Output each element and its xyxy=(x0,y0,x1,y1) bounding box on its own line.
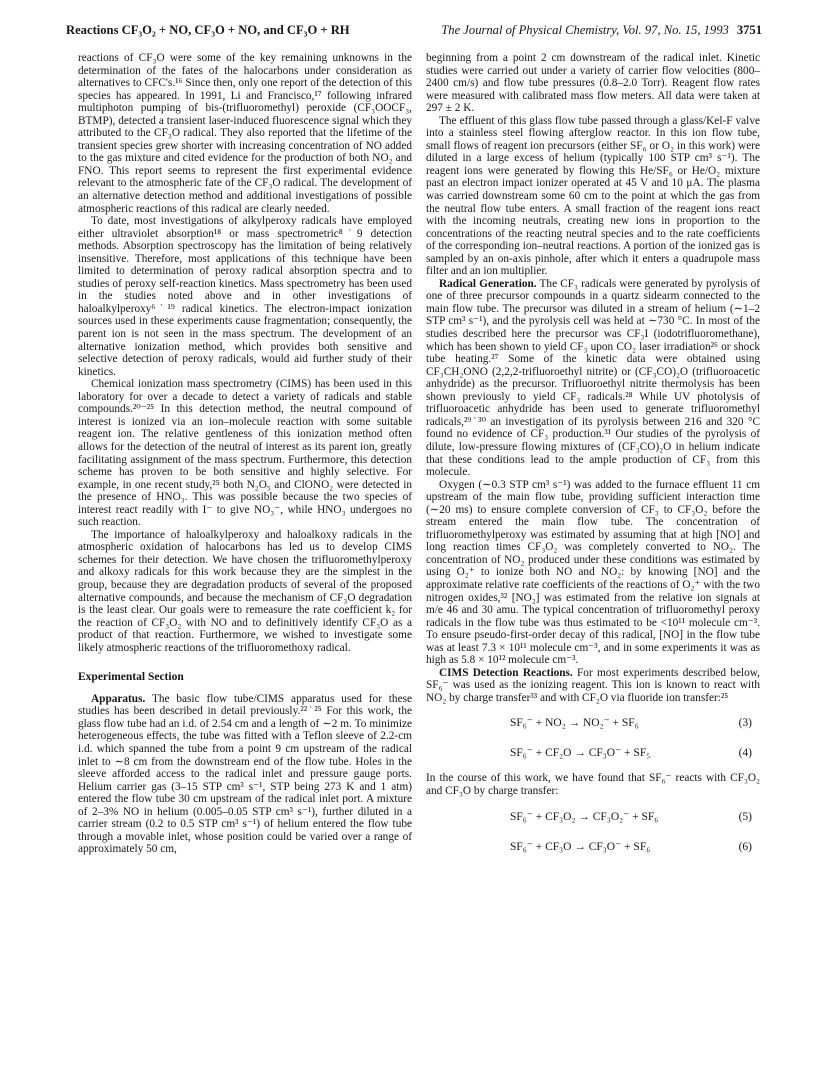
page-number: 3751 xyxy=(736,23,762,37)
equation-expression: SF₆⁻ + CF₃O₂ → CF₃O₂⁻ + SF₆ xyxy=(510,810,659,823)
run-in-heading: CIMS Detection Reactions. xyxy=(439,666,573,679)
page-header xyxy=(66,20,762,40)
paragraph: reactions of CF₃O were some of the key remaining unknowns in the determination of the fates of the halocarbons under consideration as alternatives to CFC's.¹⁶ Since then, only one report of the detection of this species has appeared. In 1991, Li and Francisco,¹⁷ following infrared multiphoton pumping of bis-(trifluoromethyl) peroxide (CF₃OOCF₃, BTMP), detected a transient laser-induced fluorescence signal which they attributed to the CF₃O radical. They also reported that the lifetime of the transient species grew shorter with increasing concentration of NO added to the gas mixture and cited evidence for the production of both NO₂ and FNO. This report seems to represent the first experimental evidence relevant to the atmospheric fate of the CF₃O radical. The development of an alternative detection method and additional investigations of possible atmospheric reactions of this radical are clearly needed. xyxy=(78,52,412,215)
paragraph: The effluent of this glass flow tube passed through a glass/Kel-F valve into a stainless steel flowing afterglow reactor. In this ion flow tube, small flows of reagent ion precursors (either SF₆ or O₂ in this work) were diluted in a large excess of helium (typically 100 STP cm³ s⁻¹). The reagent ions were generated by flowing this He/SF₆ or He/O₂ mixture past an electron impact ionizer operated at 45 V and 10 μA. The plasma was carried downstream some 60 cm to the point at which the gas from the neutral flow tube enters. A small fraction of the reagent ions react with the incoming neutrals, creating new ions in proportion to the concentrations of the reacting neutral species and to the rate coefficients of the corresponding ion–neutral reactions. A portion of the ionized gas is sampled by an on-axis pinhole, after which it enters a quadrupole mass filter and an ion multiplier. xyxy=(426,114,760,278)
paragraph: Oxygen (∼0.3 STP cm³ s⁻¹) was added to the furnace effluent 11 cm upstream of the main flow tube, providing sufficient interaction time (∼20 ms) to ensure complete conversion of CF₃ to CF₃O₂ before the stream entered the main flow tube. The concentration of trifluoromethylperoxy was estimated by assuming that at high [NO] and long reaction times CF₃O₂ was completely converted to NO₂. The concentration of NO₂ produced under these conditions was estimated by using O₂⁺ to ionize both NO and NO₂: by knowing [NO] and the approximate relative rate coefficients of the reactions of O₂⁺ with the two nitrogen oxides,³² [NO₂] was estimated from the relative ion signals at m/e 46 and 30 amu. The typical concentration of trifluoromethyl peroxy radicals in the flow tube was thus estimated to be <10¹¹ molecule cm⁻³. To ensure pseudo-first-order decay of this radical, [NO] in the flow tube was at least 7.3 × 10¹¹ molecule cm⁻³, and in some experiments it was as high as 5.8 × 10¹² molecule cm⁻³. xyxy=(426,478,760,667)
equation-number: (6) xyxy=(738,840,752,853)
equation-expression: SF₆⁻ + NO₂ → NO₂⁻ + SF₆ xyxy=(510,717,639,730)
paragraph-text: The CF₃ radicals were generated by pyrolysis of one of three precursor compounds in a quartz sidearm connected to the main flow tube. The precursor was diluted in a stream of helium (∼1–2 STP cm³ s⁻¹), and the pyrolysis cell was held at ∼730 °C. In most of the studies described here the precursor was CF₃I (iodotrifluoromethane), which has been shown to yield CF₃ upon CO₂ laser irradiation²⁶ or shock tube heating.²⁷ Some of the kinetic data were obtained using CF₃CH₂ONO (2,2,2-trifluoroethyl nitrite) or (CF₃CO)₂O (trifluoroacetic anhydride) as the precursor. Trifluoroethyl nitrite thermolysis has been shown previously to yield CF₃ radicals.²⁸ While UV photolysis of trifluoroacetic anhydride has been used to generate trifluoromethyl radicals,²⁹˙³⁰ an investigation of its pyrolysis between 216 and 320 °C found no evidence of CF₃ production.³¹ Our studies of the pyrolysis of dilute, low-pressure flowing mixtures of (CF₃CO)₂O in helium indicate that these conditions lead to the ample production of CF₃ from this molecule. xyxy=(426,277,760,479)
paragraph: Chemical ionization mass spectrometry (CIMS) has been used in this laboratory for over a decade to detect a variety of radicals and stable compounds.²⁰⁻²⁵ In this detection method, the neutral compound of interest is ionized via an ion–molecule reaction with some suitable reagent ion. The relative gentleness of this ionization method often allows for the detection of the neutral of interest as its parent ion, greatly facilitating assignment of the mass spectrum. Furthermore, this detection scheme has proven to be both sensitive and highly selective. For example, in one recent study,²⁵ both N₂O₅ and ClONO₂ were detected in the presence of HNO₃. This was possible because the two species of interest react readily with I⁻ to give NO₃⁻, while HNO₃ undergoes no such reaction. xyxy=(78,378,412,529)
equation-number: (4) xyxy=(738,747,752,760)
run-in-heading: Radical Generation. xyxy=(439,277,537,290)
paragraph: In the course of this work, we have found that SF₆⁻ reacts with CF₃O₂ and CF₃O by charge transfer: xyxy=(426,772,760,797)
paragraph xyxy=(426,278,760,479)
equation xyxy=(426,712,760,734)
equation xyxy=(426,806,760,828)
paragraph xyxy=(426,667,760,705)
equation-expression: SF₆⁻ + CF₃O → CF₃O⁻ + SF₆ xyxy=(510,840,651,853)
equation-expression: SF₆⁻ + CF₂O → CF₃O⁻ + SF₅ xyxy=(510,747,651,760)
equation xyxy=(426,742,760,764)
journal-citation xyxy=(441,20,762,40)
paragraph xyxy=(78,693,412,856)
paragraph: beginning from a point 2 cm downstream of the radical inlet. Kinetic studies were carried out under a variety of carrier flow velocities (800–2400 cm/s) and flow tube pressures (0.8–2.0 Torr). Reagent flow rates were measured with calibrated mass flow meters. All data were taken at 297 ± 2 K. xyxy=(426,52,760,115)
equation-number: (3) xyxy=(738,717,752,730)
left-column xyxy=(78,52,412,856)
section-heading: Experimental Section xyxy=(78,671,184,684)
running-title: Reactions CF₃O₂ + NO, CF₃O + NO, and CF₃O + RH xyxy=(66,23,350,37)
paragraph-text: For most experiments described below, SF₆⁻ was used as the ionizing reagent. This ion is known to react with NO₂ by charge transfer³³ and with CF₂O via fluoride ion transfer:²⁵ xyxy=(426,666,760,704)
paragraph: The importance of haloalkylperoxy and haloalkoxy radicals in the atmospheric oxidation of halocarbons has led us to develop CIMS schemes for their detection. We have chosen the trifluoromethylperoxy and alkoxy radicals for this work because they are the simplest in the group, because they are degradation products of several of the proposed alternative compounds, and because the mechanism of CF₃O degradation is the least clear. Our goals were to remeasure the rate coefficient k₂ for the reaction of CF₃O₂ with NO and to definitively identify CF₃O as a product of that reaction. Furthermore, we wished to investigate some likely atmospheric reactions of the trifluoromethoxy radical. xyxy=(78,528,412,654)
run-in-heading: Apparatus. xyxy=(91,692,146,705)
equation xyxy=(426,836,760,858)
paragraph-text: The basic flow tube/CIMS apparatus used for these studies has been described in detail previously.²²˙²⁵ For this work, the glass flow tube had an i.d. of 2.54 cm and a length of ∼2 m. To minimize heterogeneous effects, the tube was fitted with a Teflon sleeve of 2.2-cm i.d. which spanned the tube from a point 9 cm upstream of the radical inlet to ∼8 cm from the downstream end of the flow tube. Holes in the sleeve afforded access to the radical inlet and pressure gauge ports. Helium carrier gas (3–15 STP cm³ s⁻¹, STP being 273 K and 1 atm) entered the flow tube 30 cm upstream of the radical inlet port. A mixture of 2–3% NO in helium (0.005–0.05 STP cm³ s⁻¹), further diluted in a carrier stream (0.2 to 0.5 STP cm³ s⁻¹) of helium entered the flow tube through a movable inlet, whose position could be varied over a range of approximately 50 cm, xyxy=(78,692,412,856)
journal-name: The Journal of Physical Chemistry, Vol. 97, No. 15, 1993 xyxy=(441,23,729,37)
equation-number: (5) xyxy=(738,810,752,823)
paragraph: To date, most investigations of alkylperoxy radicals have employed either ultraviolet absorption¹⁸ or mass spectrometric⁸˙9 detection methods. Absorption spectroscopy has the limitation of being relatively insensitive. Therefore, most applications of this technique have been limited to determination of peroxy radical absorption spectra and to studies of peroxy self-reaction kinetics. Mass spectrometry has been used in the studies noted above and in other investigations of haloalkylperoxy⁶˙¹⁹ radical kinetics. The electron-impact ionization sources used in these experiments cause fragmentation; consequently, the parent ion is not seen in the mass spectrum. The development of an alternative ionization method, which provides both sensitive and selective detection of peroxy radicals, would aid further study of their kinetics. xyxy=(78,215,412,378)
right-column xyxy=(426,52,760,866)
